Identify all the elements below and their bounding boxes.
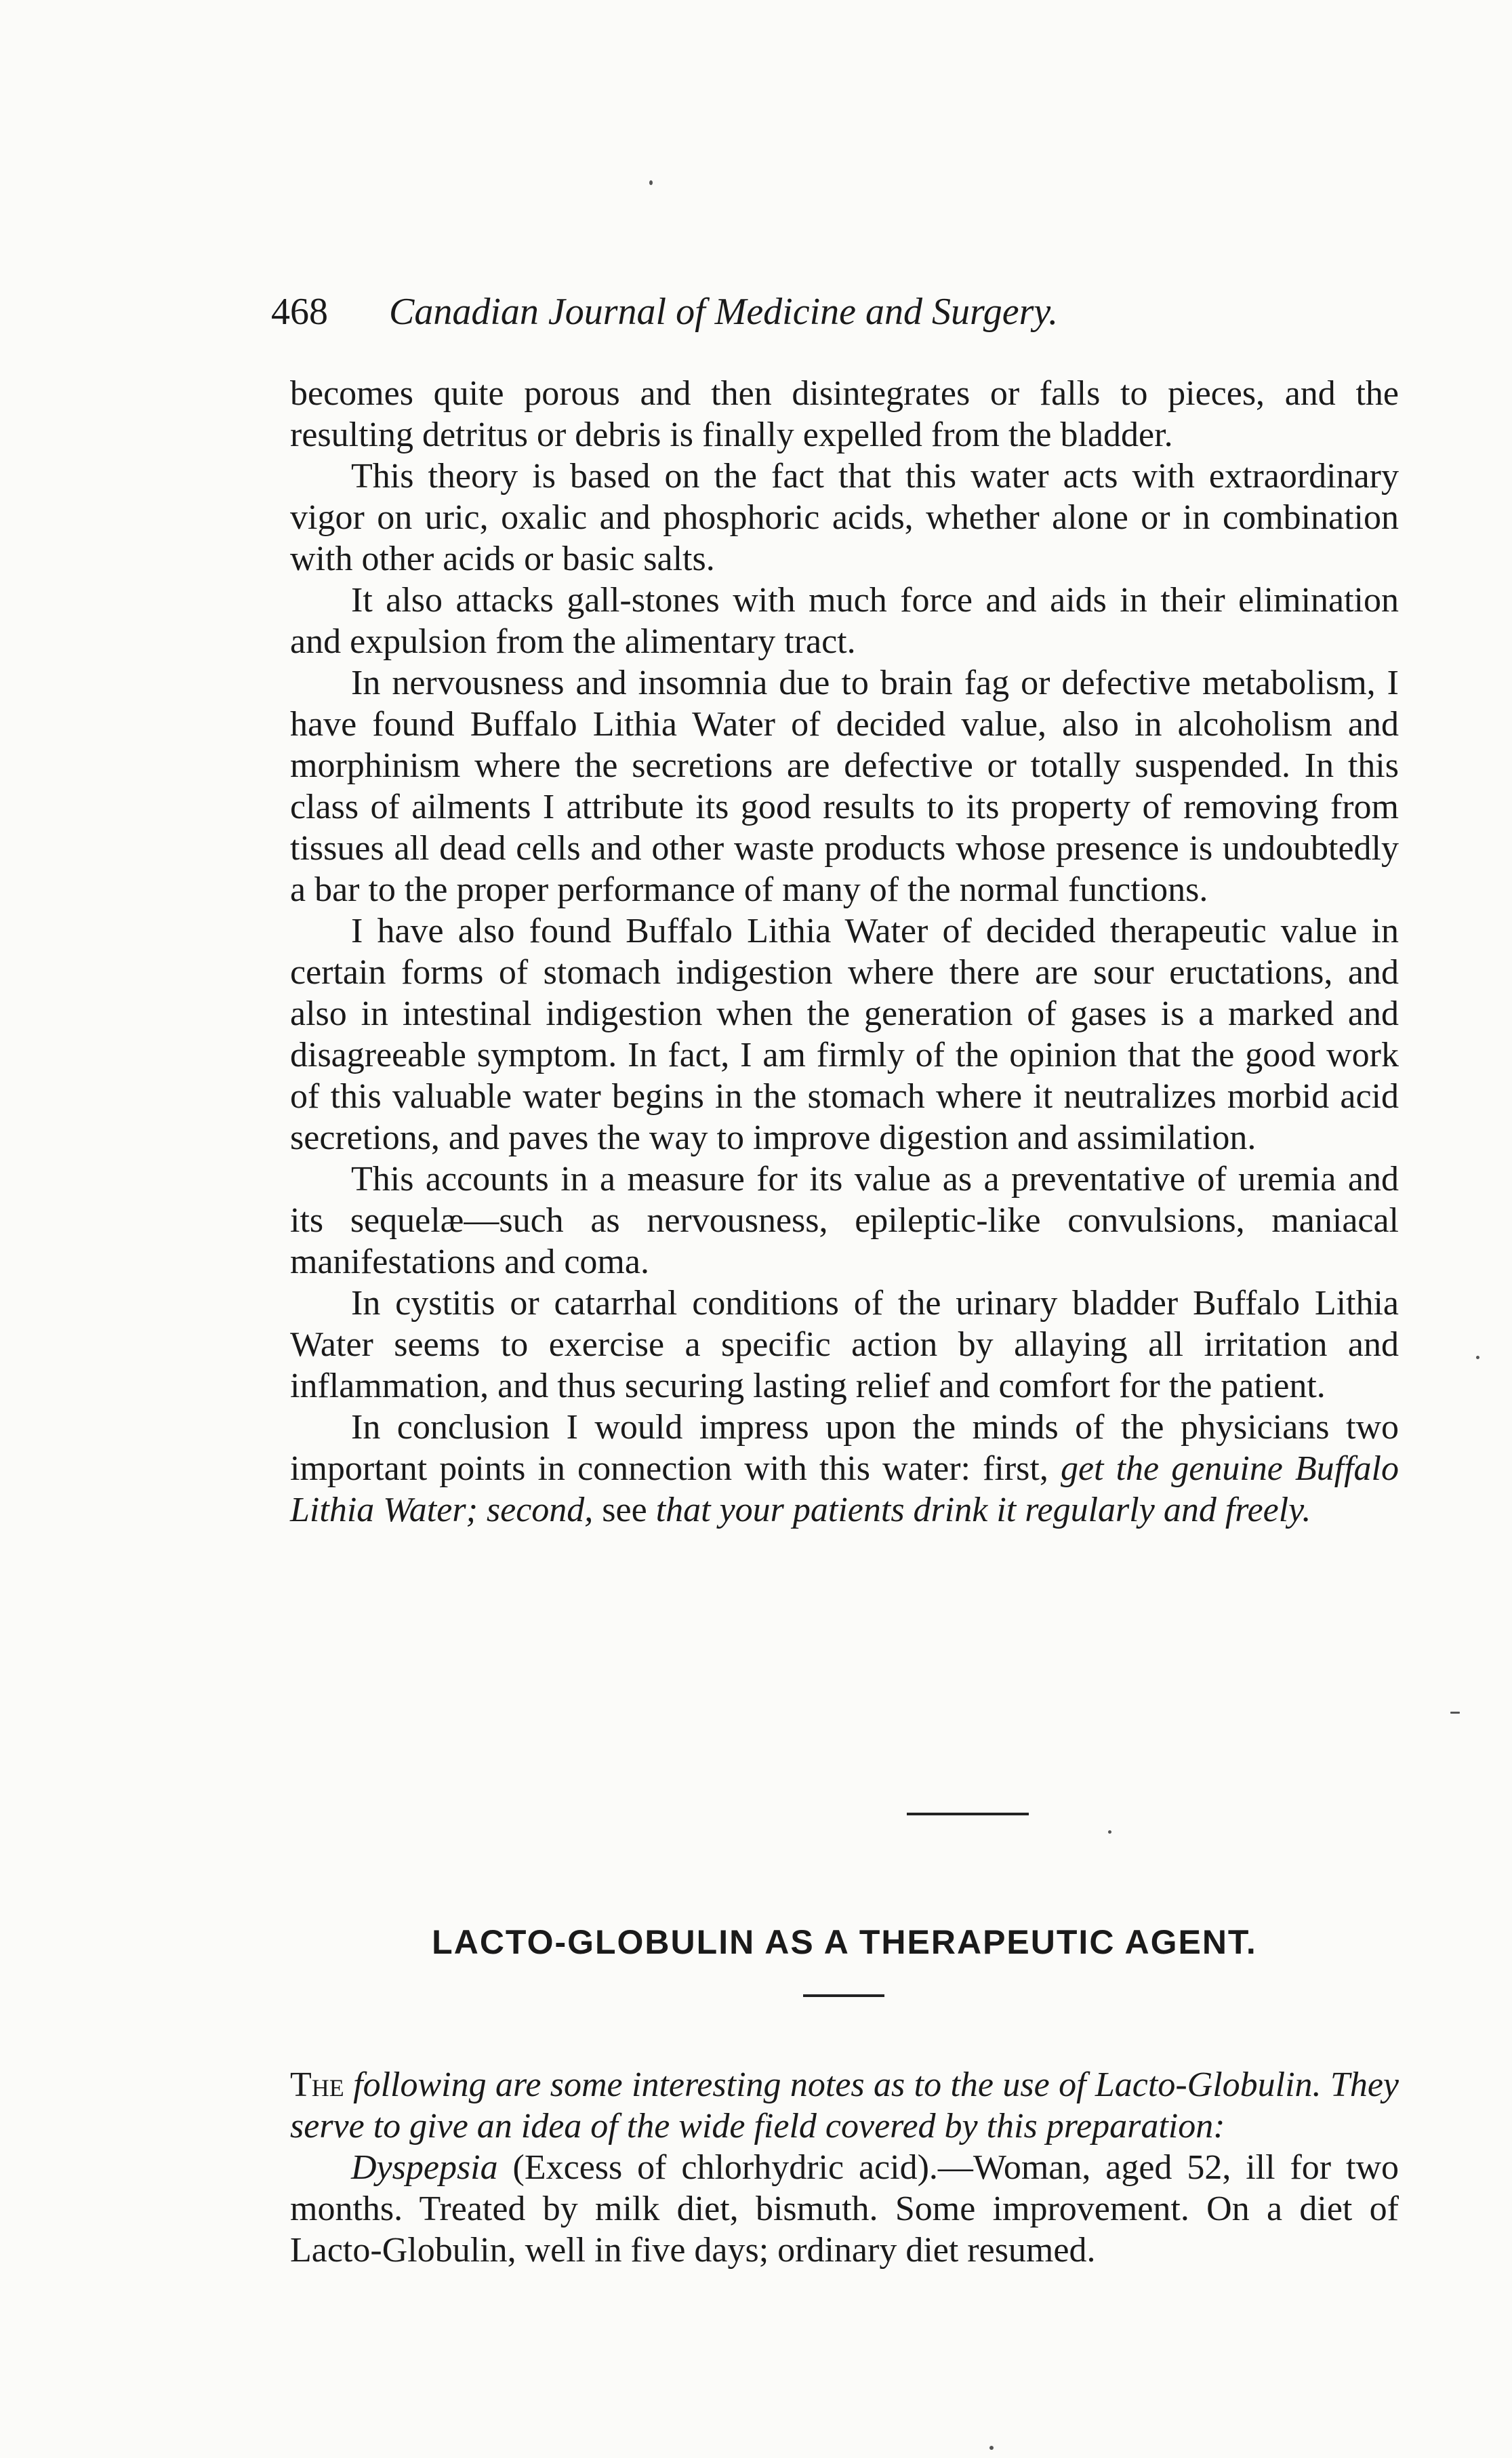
- speck: [989, 2446, 994, 2450]
- paragraph-nervousness: In nervousness and insomnia due to brain fag or defective metabolism, I have found Buffalo Lithia Water of decided value, also in alcoholism and morphinism where the secretions are defective or totally suspended. In this class of ailments I attribute its good results to its property of removing from tissues all dead cells and other waste products whose presence is undoubtedly a bar to the proper performance of many of the normal functions.: [290, 664, 1399, 909]
- conclusion-see: see: [602, 1491, 647, 1529]
- conclusion-start: In conclusion I would impress upon the minds of the physicians two important points in connection with this water: first,: [290, 1408, 1399, 1488]
- section-intro: [290, 2064, 1399, 2147]
- page-number: 468: [271, 291, 328, 333]
- paragraph-indigestion: I have also found Buffalo Lithia Water of decided therapeutic value in certain forms of stomach indigestion where there are sour eructations, and also in intestinal indigestion when the generation of gases is a marked and disagreeable symptom. In fact, I am firmly of the opinion that the good work of this valuable water begins in the stomach where it neutralizes morbid acid secretions, and paves the way to improve digestion and assimilation.: [290, 912, 1399, 1157]
- paragraph-uremia: This accounts in a measure for its value as a preventative of uremia and its sequelæ—such as nervousness, epileptic-like convulsions, maniacal manifestations and coma.: [290, 1160, 1399, 1281]
- case-text: (Excess of chlorhydric acid).—Woman, aged 52, ill for two months. Treated by milk diet, bismuth. Some improvement. On a diet of Lacto-Globulin, well in five days; ordinary diet resumed.: [290, 2148, 1399, 2270]
- paragraph-conclusion: [290, 1407, 1399, 1531]
- intro-smallcaps: The: [290, 2066, 344, 2104]
- case-label: Dyspepsia: [351, 2148, 498, 2187]
- intro-text-italic: following are some interesting notes as to the use of Lacto-Globulin. They serve to give an idea of the wide field covered by this preparation:: [290, 2066, 1399, 2145]
- case-dyspepsia: [290, 2147, 1399, 2271]
- section-divider: [907, 1813, 1029, 1815]
- conclusion-italic-first: get the genuine Buffalo Lithia Water; second,: [290, 1449, 1399, 1529]
- article-body: [290, 373, 1399, 1531]
- journal-title: Canadian Journal of Medicine and Surgery.: [389, 291, 1059, 333]
- section-title: LACTO-GLOBULIN AS A THERAPEUTIC AGENT.: [432, 1923, 1257, 1961]
- speck: [1108, 1830, 1111, 1834]
- paragraph-gall-stones: It also attacks gall-stones with much force and aids in their elimination and expulsion from the alimentary tract.: [290, 581, 1399, 661]
- speck: [649, 180, 653, 185]
- paragraph-cystitis: In cystitis or catarrhal conditions of the urinary bladder Buffalo Lithia Water seems to exercise a specific action by allaying all irritation and inflammation, and thus securing lasting relief and comfort for the patient.: [290, 1284, 1399, 1405]
- speck: [1450, 1712, 1460, 1714]
- speck: [1476, 1356, 1479, 1359]
- paragraph-theory: This theory is based on the fact that this water acts with extraordinary vigor on uric, oxalic and phosphoric acids, whether alone or in combination with other acids or basic salts.: [290, 457, 1399, 578]
- section-body: [290, 2064, 1399, 2271]
- title-underline: [803, 1994, 884, 1997]
- running-head: [271, 285, 1288, 339]
- paragraph-continuation: becomes quite porous and then disintegrates or falls to pieces, and the resulting detritus or debris is finally expelled from the bladder.: [290, 374, 1399, 454]
- conclusion-italic-second: that your patients drink it regularly and freely.: [655, 1491, 1311, 1529]
